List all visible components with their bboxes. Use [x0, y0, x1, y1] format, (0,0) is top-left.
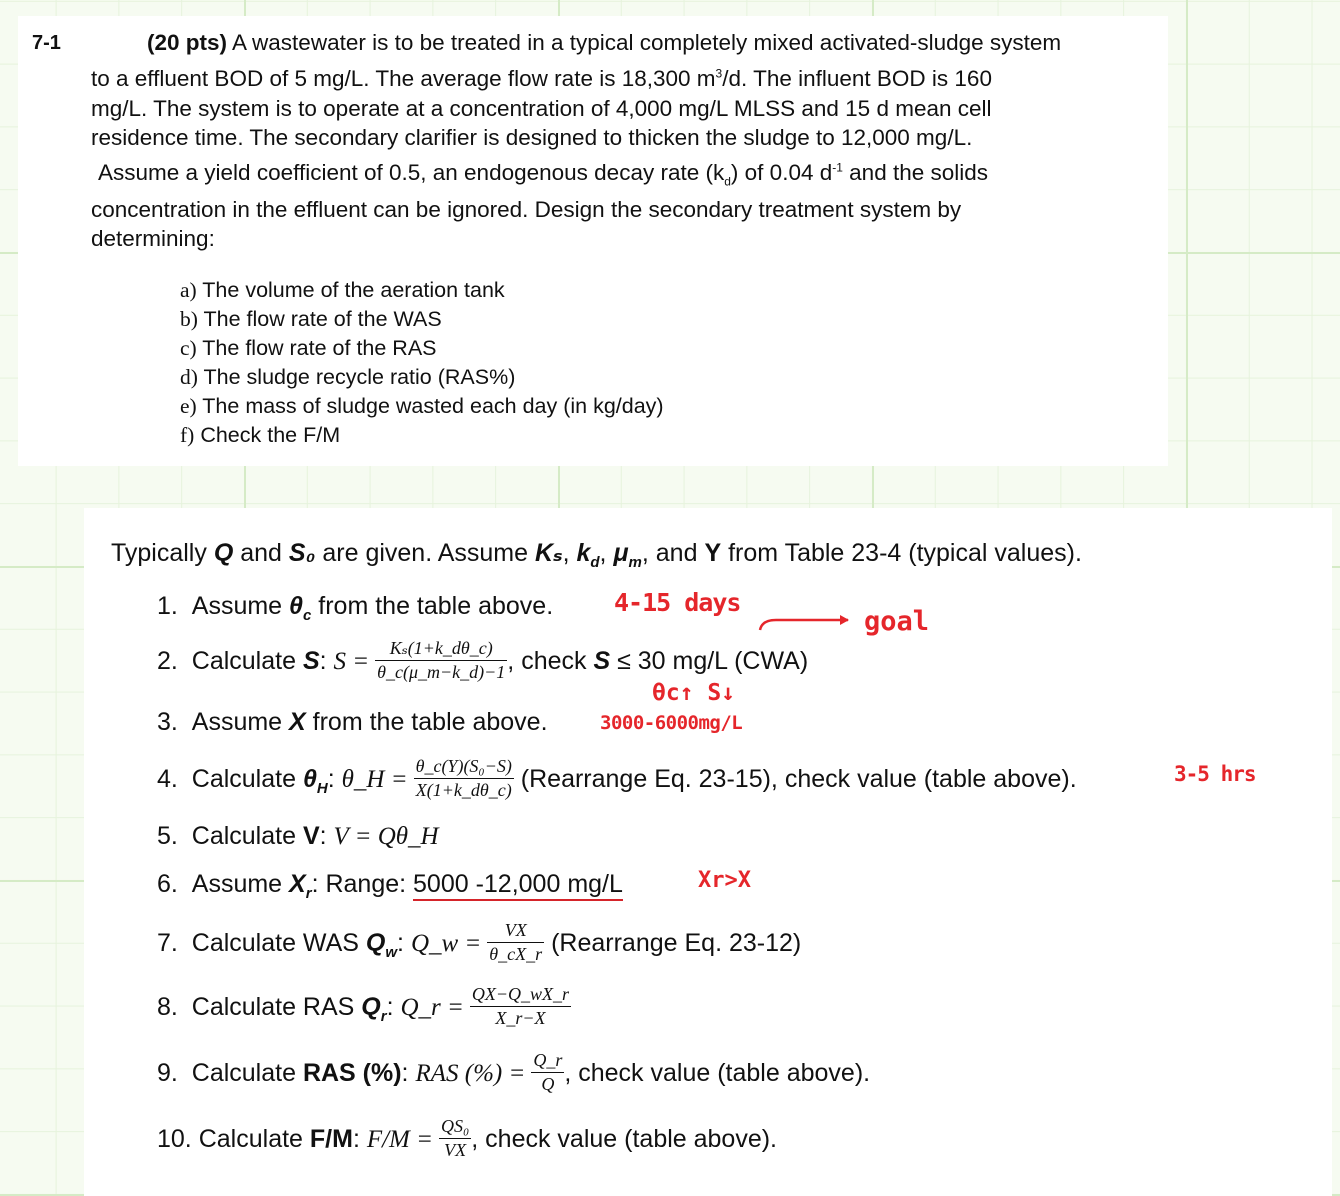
step-10: 10. Calculate F/M: F/M = $\frac{\text{QS₀}}{VX}$ , check value (table above). [157, 1116, 778, 1160]
problem-text: A wastewater is to be treated in a typical completely mixed activated-sludge system [232, 30, 1062, 55]
problem-superscript: -1 [832, 160, 843, 175]
annotation-theta-range: 4-15 days [614, 588, 741, 617]
step-8-fraction: $\frac{QX-Q\_wX\_r}{X\_r-X}$ [471, 984, 570, 1028]
problem-line-4: residence time. The secondary clarifier is designed to thicken the sludge to 12,000 mg/L. [91, 125, 973, 150]
step-4-fraction: $\frac{\text{θ\_c(Y)(S₀−S)}}{X(1+k\_d\theta\_c)}$ [415, 756, 512, 800]
step-9-fraction: $\frac{Q\_r}{Q}$ [533, 1050, 563, 1094]
list-item: f) Check the F/M [180, 423, 341, 447]
list-item: c) The flow rate of the RAS [180, 336, 437, 360]
step-3: 3. Assume X from the table above. [157, 708, 548, 736]
problem-subscript: d [724, 174, 731, 189]
annotation-xr: Xr>X [698, 868, 751, 893]
step-9: 9. Calculate RAS (%): RAS (%) = $\frac{Q\_r}{Q}$ , check value (table above). [157, 1050, 871, 1094]
problem-text: and the solids [842, 160, 989, 185]
step-7-fraction: $\frac{VX}{\theta\_cX\_r}$ [489, 920, 543, 964]
step-2: 2. Calculate S: S = $\frac{\text{Kₛ(1+k\_dθ\_c)}}{\theta\_c(\mu\_m-k\_d)-1}$ , check S ≤ 30 mg/L (CWA) [157, 638, 809, 682]
annotation-hrs: 3-5 hrs [1174, 762, 1256, 786]
list-item: d) The sludge recycle ratio (RAS%) [180, 365, 516, 389]
step-10-fraction: $\frac{\text{QS₀}}{VX}$ [441, 1116, 470, 1160]
problem-number: 7-1 [32, 32, 61, 54]
step-1: 1. Assume $\theta_c$ from the table above. [157, 592, 554, 624]
step-4: 4. Calculate $\theta_H$: θ_H = $\frac{\text{θ\_c(Y)(S₀−S)}}{X(1+k\_d\theta\_c)}$ (Rearrange Eq. 23-15), check value (table above). [157, 756, 1077, 800]
problem-line-2 [91, 66, 992, 92]
step-2-fraction: $\frac{\text{Kₛ(1+k\_dθ\_c)}}{\theta\_c(\mu\_m-k\_d)-1}$ [377, 638, 506, 682]
problem-text: Assume a yield coefficient of 0.5, an endogenous decay rate (k [98, 160, 725, 185]
problem-line-1 [147, 30, 1061, 56]
problem-line-7: determining: [91, 226, 215, 251]
list-item: b) The flow rate of the WAS [180, 307, 442, 331]
goal-arrow-icon [756, 612, 856, 634]
problem-line-3: mg/L. The system is to operate at a concentration of 4,000 mg/L MLSS and 15 d mean cell [91, 96, 992, 121]
list-item: a) The volume of the aeration tank [180, 278, 505, 302]
annotation-goal: goal [864, 606, 930, 637]
step-7: 7. Calculate WAS $Q_w$: Q_w = $\frac{VX}{\theta\_cX\_r}$ (Rearrange Eq. 23-12) [157, 920, 802, 964]
problem-line-5 [98, 160, 988, 189]
step-6: 6. Assume $X_r$: Range: 5000 -12,000 mg/L [157, 870, 623, 902]
list-item: e) The mass of sludge wasted each day (in kg/day) [180, 394, 664, 418]
problem-line-6: concentration in the effluent can be ignored. Design the secondary treatment system by [91, 197, 962, 222]
annotation-theta-s: θc↑ S↓ [652, 680, 736, 706]
annotation-x-range: 3000-6000mg/L [600, 712, 743, 734]
step-5: 5. Calculate V: V = Qθ_H [157, 822, 439, 850]
problem-superscript: 3 [715, 66, 723, 81]
points-label: (20 pts) [147, 30, 228, 55]
problem-text: ) of 0.04 d [730, 160, 833, 185]
problem-text: to a effluent BOD of 5 mg/L. The average flow rate is 18,300 m [91, 66, 716, 91]
xr-range-underlined: 5000 -12,000 mg/L [413, 870, 623, 901]
step-8: 8. Calculate RAS $Q_r$: Q_r = $\frac{QX-Q\_wX\_r}{X\_r-X}$ [157, 984, 570, 1028]
problem-text: /d. The influent BOD is 160 [722, 66, 992, 91]
steps-intro: Typically Q and S₀ are given. Assume Kₛ, $k_d$, $\mu_m$, and Y from Table 23-4 (typical values). [111, 539, 1082, 571]
